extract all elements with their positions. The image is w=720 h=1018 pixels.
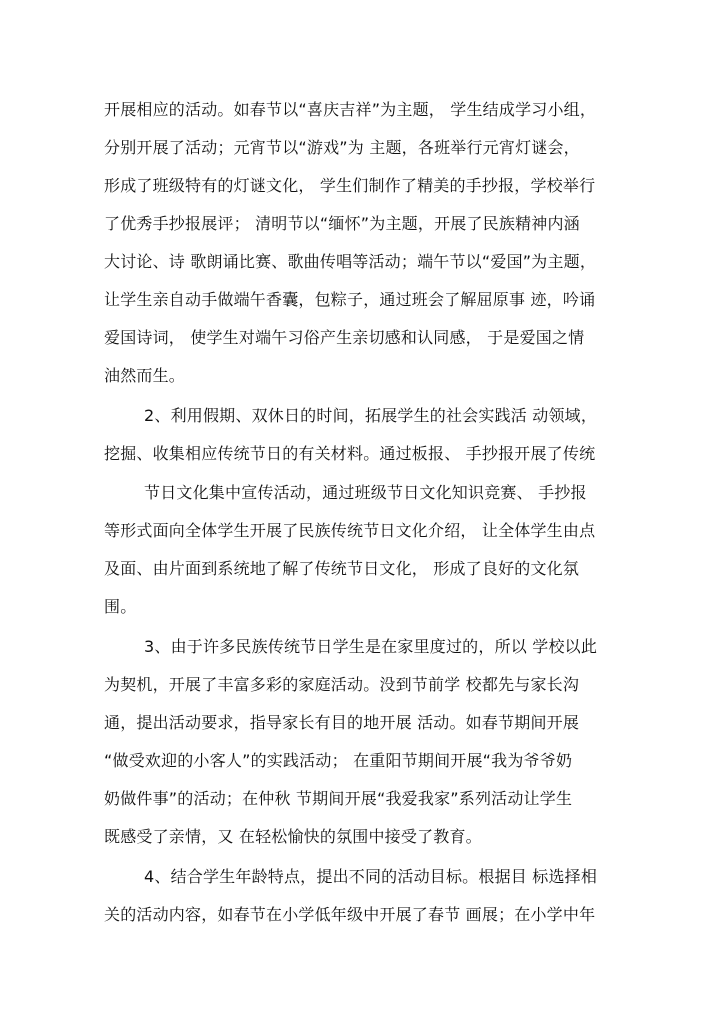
text-line: 挖掘、收集相应传统节日的有关材料。通过板报、 手抄报开展了传统 <box>104 444 596 463</box>
text-line: “做受欢迎的小客人”的实践活动； 在重阳节期间开展“我为爷爷奶 <box>104 751 573 770</box>
text-line: 形成了班级特有的灯谜文化， 学生们制作了精美的手抄报，学校举行 <box>104 176 596 195</box>
text-line: 为契机，开展了丰富多彩的家庭活动。没到节前学 校都先与家长沟 <box>104 675 580 694</box>
paragraph-start-line: 4、结合学生年龄特点，提出不同的活动目标。根据目 标选择相 <box>144 867 598 886</box>
text-line: 关的活动内容，如春节在小学低年级中开展了春节 画展；在小学中年 <box>104 905 596 924</box>
text-line: 既感受了亲情，又 在轻松愉快的氛围中接受了教育。 <box>104 827 482 846</box>
text-line: 围。 <box>104 597 137 616</box>
text-line: 奶做件事”的活动；在仲秋 节期间开展“我爱我家”系列活动让学生 <box>104 789 573 808</box>
text-line: 通，提出活动要求，指导家长有目的地开展 活动。如春节期间开展 <box>104 713 580 732</box>
text-line: 等形式面向全体学生开展了民族传统节日文化介绍， 让全体学生由点 <box>104 521 596 540</box>
text-line: 大讨论、诗 歌朗诵比赛、歌曲传唱等活动；端午节以“爱国”为主题， <box>104 252 597 271</box>
text-line: 油然而生。 <box>104 366 186 385</box>
paragraph-start-line: 3、由于许多民族传统节日学生是在家里度过的，所以 学校以此 <box>144 637 598 656</box>
text-line: 爱国诗词， 使学生对端午习俗产生亲切感和认同感， 于是爱国之情 <box>104 328 585 347</box>
text-line: 分别开展了活动；元宵节以“游戏”为 主题，各班举行元宵灯谜会， <box>104 138 580 157</box>
text-line: 让学生亲自动手做端午香囊，包粽子，通过班会了解屈原事 迹，吟诵 <box>104 290 596 309</box>
text-line: 开展相应的活动。如春节以“喜庆吉祥”为主题， 学生结成学习小组， <box>104 100 597 119</box>
paragraph-start-line: 2、利用假期、双休日的时间，拓展学生的社会实践活 动领域， <box>144 406 598 425</box>
text-line: 节日文化集中宣传活动，通过班级节日文化知识竞赛、 手抄报 <box>144 483 587 502</box>
text-line: 了优秀手抄报展评； 清明节以“缅怀”为主题，开展了民族精神内涵 <box>104 214 580 233</box>
text-line: 及面、由片面到系统地了解了传统节日文化， 形成了良好的文化氛 <box>104 559 580 578</box>
